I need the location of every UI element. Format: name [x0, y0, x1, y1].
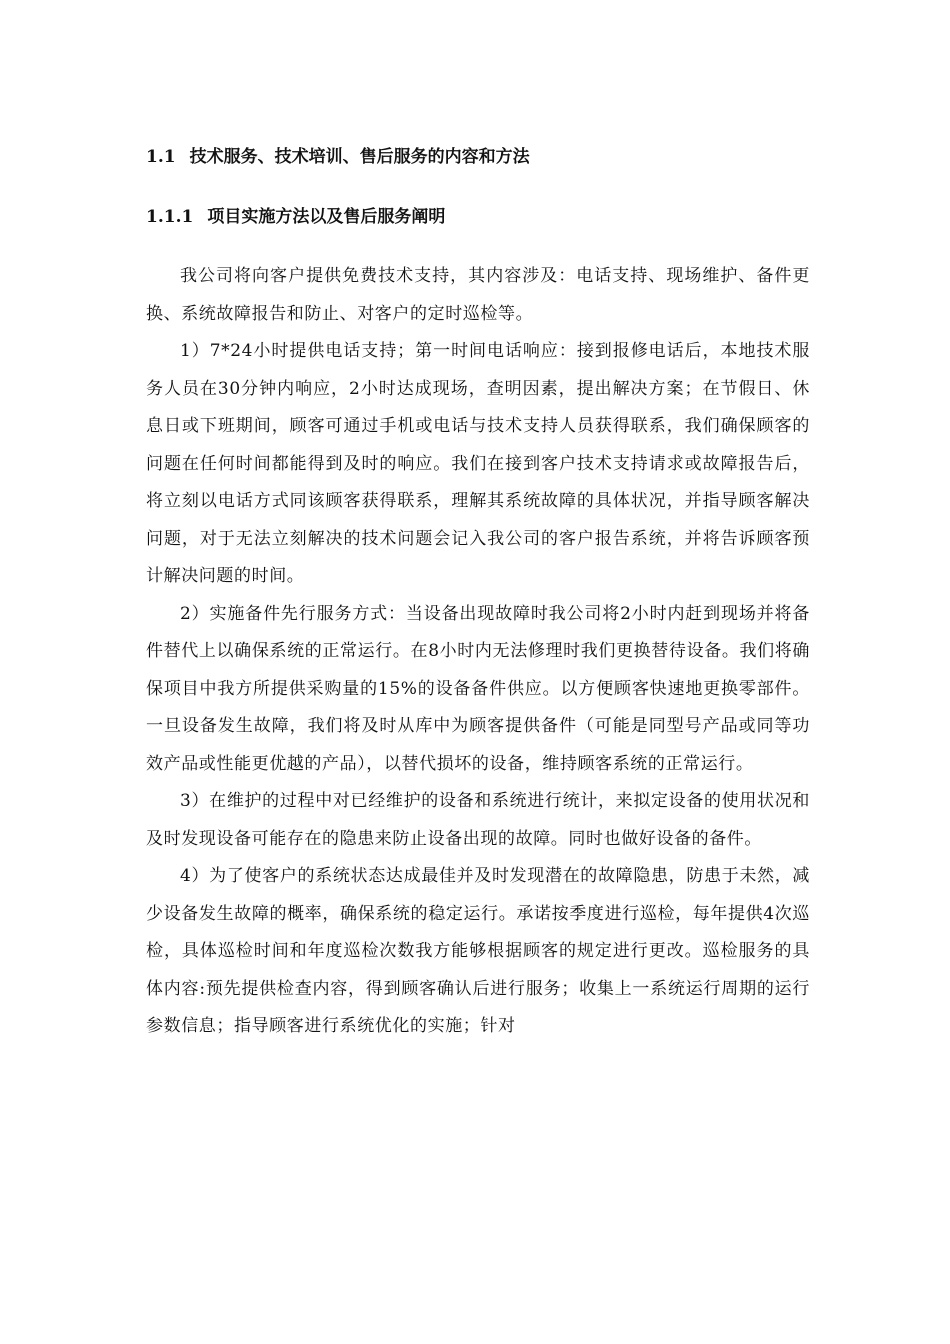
- section-heading-1-1-1: [146, 206, 445, 228]
- paragraph-intro: 我公司将向客户提供免费技术支持，其内容涉及：电话支持、现场维护、备件更换、系统故障报告和防止、对客户的定时巡检等。: [146, 266, 810, 324]
- paragraph-item-4: 4）为了使客户的系统状态达成最佳并及时发现潜在的故障隐患，防患于未然，减少设备发生故障的概率，确保系统的稳定运行。承诺按季度进行巡检，每年提供4次巡检，具体巡检时间和年度巡检次数我方能够根据顾客的规定进行更改。巡检服务的具体内容:预先提供检查内容，得到顾客确认后进行服务；收集上一系统运行周期的运行参数信息；指导顾客进行系统优化的实施；针对: [146, 866, 810, 1036]
- section-heading-1-1: [146, 146, 530, 168]
- section-number: 1.1: [146, 147, 176, 167]
- subsection-number: 1.1.1: [146, 207, 194, 227]
- paragraph-item-3: 3）在维护的过程中对已经维护的设备和系统进行统计，来拟定设备的使用状况和及时发现设备可能存在的隐患来防止设备出现的故障。同时也做好设备的备件。: [146, 791, 810, 849]
- subsection-title: 项目实施方法以及售后服务阐明: [207, 207, 446, 227]
- paragraph-item-1: 1）7*24小时提供电话支持；第一时间电话响应：接到报修电话后，本地技术服务人员在30分钟内响应，2小时达成现场，查明因素，提出解决方案；在节假日、休息日或下班期间，顾客可通过手机或电话与技术支持人员获得联系，我们确保顾客的问题在任何时间都能得到及时的响应。我们在接到客户技术支持请求或故障报告后，将立刻以电话方式同该顾客获得联系，理解其系统故障的具体状况，并指导顾客解决问题，对于无法立刻解决的技术问题会记入我公司的客户报告系统，并将告诉顾客预计解决问题的时间。: [146, 341, 810, 586]
- paragraph-item-2: 2）实施备件先行服务方式：当设备出现故障时我公司将2小时内赶到现场并将备件替代上以确保系统的正常运行。在8小时内无法修理时我们更换替待设备。我们将确保项目中我方所提供采购量的15%的设备备件供应。以方便顾客快速地更换零部件。一旦设备发生故障，我们将及时从库中为顾客提供备件（可能是同型号产品或同等功效产品或性能更优越的产品），以替代损坏的设备，维持顾客系统的正常运行。: [146, 603, 810, 774]
- body-text: [146, 258, 810, 1046]
- section-title: 技术服务、技术培训、售后服务的内容和方法: [189, 147, 530, 167]
